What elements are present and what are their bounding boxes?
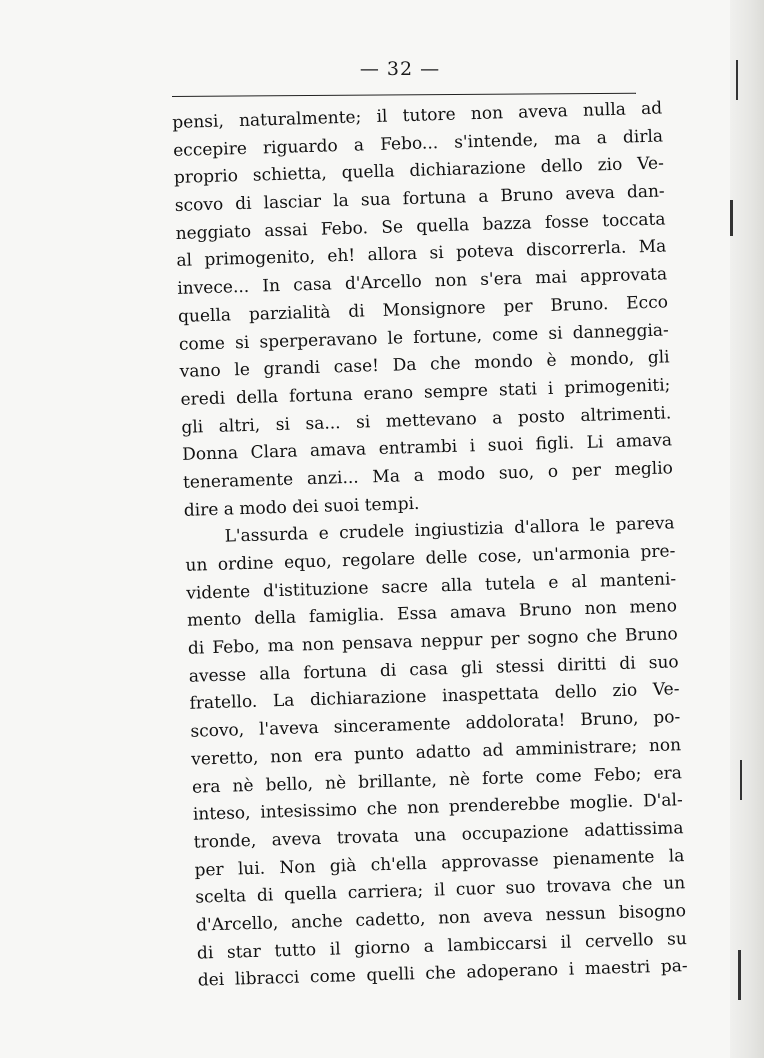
text-line: era nè bello, nè brillante, nè forte come Febo; era: [191, 762, 683, 798]
text-line: dei libracci come quelli che adoperano i maestri pa-: [197, 956, 688, 991]
text-line: come si sperperavano le fortune, come si danneggia-: [178, 319, 670, 355]
text-line: scovo, l'aveva sinceramente addolorata! Bruno, po-: [190, 707, 681, 742]
text-line: veretto, non era punto adatto ad amministrare; non: [190, 734, 682, 770]
text-line: vano le grandi case! Da che mondo è mondo, gli: [179, 347, 670, 383]
text-line: L'assurda e crudele ingiustizia d'allora le pareva: [224, 513, 675, 547]
text-line: proprio schietta, quella dichiarazione dello zio Ve-: [173, 153, 665, 189]
spine-mark: [740, 760, 742, 800]
text-line: un ordine equo, regolare delle cose, un'armonia pre-: [185, 541, 676, 576]
text-line: inteso, intesissimo che non prenderebbe moglie. D'al-: [192, 790, 684, 825]
page-spine-edge: [730, 0, 764, 1058]
text-line: scovo di lasciar la sua fortuna a Bruno aveva dan-: [174, 181, 665, 217]
header-rule: [172, 93, 636, 97]
text-line: Donna Clara amava entrambi i suoi figli. Li amava: [181, 430, 673, 466]
text-line: d'Arcello, anche cadetto, non aveva nessun bisogno: [195, 901, 687, 936]
text-line: eredi della fortuna erano sempre stati i primogeniti;: [180, 375, 671, 410]
text-line: mento della famiglia. Essa amava Bruno non meno: [186, 596, 678, 632]
text-line: scelta di quella carriera; il cuor suo trovava che un: [195, 873, 686, 908]
text-line: al primogenito, eh! allora si poteva discorrerla. Ma: [176, 236, 667, 272]
spine-mark: [738, 950, 741, 1000]
text-line: invece... In casa d'Arcello non s'era mai approvata: [177, 264, 668, 300]
body-text: [172, 95, 698, 995]
text-line: neggiato assai Febo. Se quella bazza fosse toccata: [175, 209, 666, 244]
text-line: vidente d'istituzione sacre alla tutela e al manteni-: [186, 568, 677, 604]
text-line: eccepire riguardo a Febo... s'intende, ma a dirla: [172, 126, 664, 161]
text-line: dire a modo dei suoi tempi.: [183, 493, 420, 521]
text-line: di Febo, ma non pensava neppur per sogno che Bruno: [187, 624, 679, 659]
text-line: di star tutto il giorno a lambiccarsi il cervello su: [196, 928, 688, 964]
text-line: teneramente anzi... Ma a modo suo, o per meglio: [182, 458, 674, 493]
spine-mark: [736, 60, 738, 100]
text-line: per lui. Non già ch'ella approvasse pienamente la: [194, 845, 685, 881]
text-line: tronde, aveva trovata una occupazione adattissima: [193, 818, 684, 853]
text-line: gli altri, si sa... si mettevano a posto altrimenti.: [181, 402, 672, 438]
page-number: — 32 —: [359, 58, 441, 80]
text-line: avesse alla fortuna di casa gli stessi diritti di suo: [188, 651, 679, 687]
spine-mark: [730, 200, 733, 236]
text-line: fratello. La dichiarazione inaspettata dello zio Ve-: [189, 679, 680, 715]
text-line: pensi, naturalmente; il tutore non aveva nulla ad: [172, 98, 663, 133]
text-line: quella parzialità di Monsignore per Bruno. Ecco: [177, 292, 669, 327]
